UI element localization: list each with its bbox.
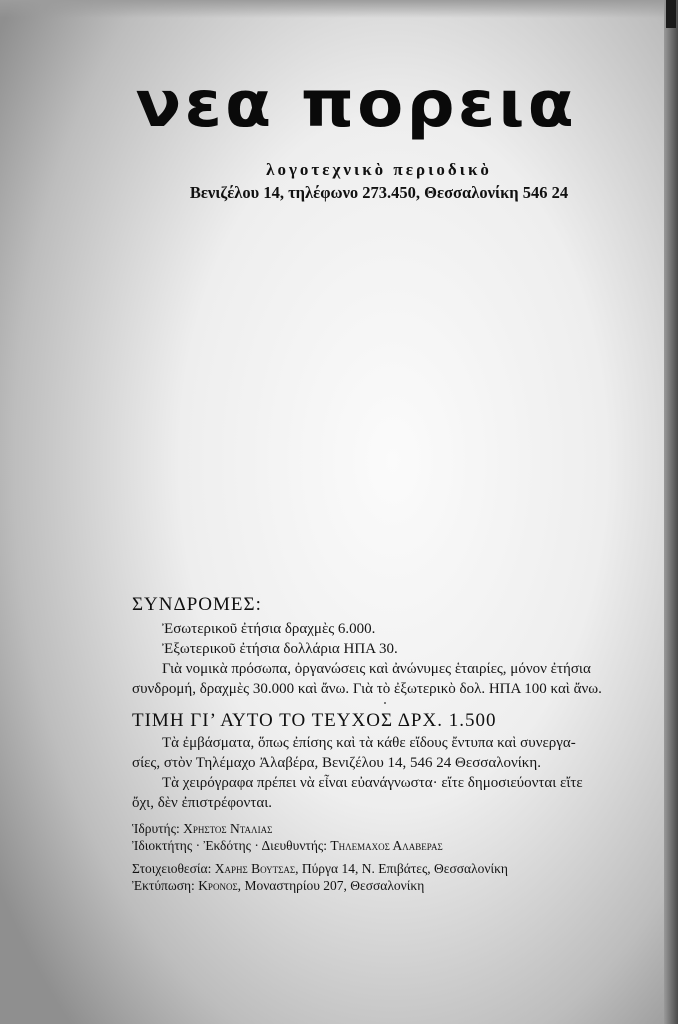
- printing-address: Μοναστηρίου 207, Θεσσαλονίκη: [244, 878, 425, 893]
- typesetting-address: Πύργα 14, Ν. Επιβάτες, Θεσσαλονίκη: [301, 861, 508, 876]
- subscriptions-heading: ΣΥΝΔΡΟΜΕΣ:: [132, 594, 262, 615]
- remittance-line-1: Τὰ ἐμβάσματα, ὅπως ἐπίσης καὶ τὰ κάθε εἴδους ἔντυπα καὶ συνεργα-: [162, 735, 576, 751]
- founder-label: Ἱδρυτής:: [132, 821, 180, 836]
- manuscripts-line-2: ὄχι, δὲν ἐπιστρέφονται.: [132, 795, 273, 811]
- founder-row: [132, 820, 652, 837]
- magazine-address: Βενιζέλου 14, τηλέφωνο 273.450, Θεσσαλονίκη 546 24: [189, 183, 569, 202]
- subscriptions-section: [132, 619, 632, 699]
- credits-section: [132, 820, 652, 894]
- owner-row: [132, 837, 652, 854]
- corner-mark: [666, 0, 676, 28]
- legal-rate-line-1: Γιὰ νομικὰ πρόσωπα, ὀργανώσεις καὶ ἀνώνυμες ἑταιρίες, μόνον ἐτήσια: [162, 661, 591, 677]
- typesetting-label: Στοιχειοθεσία:: [132, 861, 212, 876]
- typesetting-name: Χαρης Βουτσας,: [214, 861, 299, 876]
- issue-price-heading: ΤΙΜΗ ΓΙ’ ΑΥΤΟ ΤΟ ΤΕΥΧΟΣ ΔΡΧ. 1.500: [132, 710, 497, 731]
- owner-name: Τηλεμαχος Αλαβερας: [330, 838, 443, 853]
- domestic-rate: Ἐσωτερικοῦ ἐτήσια δραχμὲς 6.000.: [162, 621, 376, 637]
- magazine-subtitle: λογοτεχνικὸ περιοδικὸ: [266, 160, 492, 179]
- submissions-section: [132, 733, 632, 813]
- manuscripts-line-1: Τὰ χειρόγραφα πρέπει νὰ εἶναι εὐανάγνωστα· εἴτε δημοσιεύονται εἴτε: [162, 775, 583, 791]
- printing-name: Κρονος,: [198, 878, 242, 893]
- printing-label: Ἐκτύπωση:: [132, 878, 195, 893]
- owner-label: Ἰδιοκτήτης · Ἐκδότης · Διευθυντής:: [132, 838, 328, 853]
- legal-rate-line-2: συνδρομή, δραχμὲς 30.000 καὶ ἄνω. Γιὰ τὸ ἐξωτερικὸ δολ. ΗΠΑ 100 καὶ ἄνω.: [132, 681, 602, 697]
- foreign-rate: Ἐξωτερικοῦ ἐτήσια δολλάρια ΗΠΑ 30.: [162, 641, 398, 657]
- founder-name: Χρηστος Νταλιας: [183, 821, 273, 836]
- remittance-line-2: σίες, στὸν Τηλέμαχο Ἀλαβέρα, Βενιζέλου 14, 546 24 Θεσσαλονίκη.: [132, 755, 541, 771]
- magazine-title: νεα πορεια: [135, 68, 577, 142]
- print-speck: [384, 702, 386, 704]
- page-edge-shadow-right: [664, 0, 678, 1024]
- page-edge-shadow-top: [0, 0, 678, 18]
- typesetting-row: [132, 860, 652, 877]
- printing-row: [132, 877, 652, 894]
